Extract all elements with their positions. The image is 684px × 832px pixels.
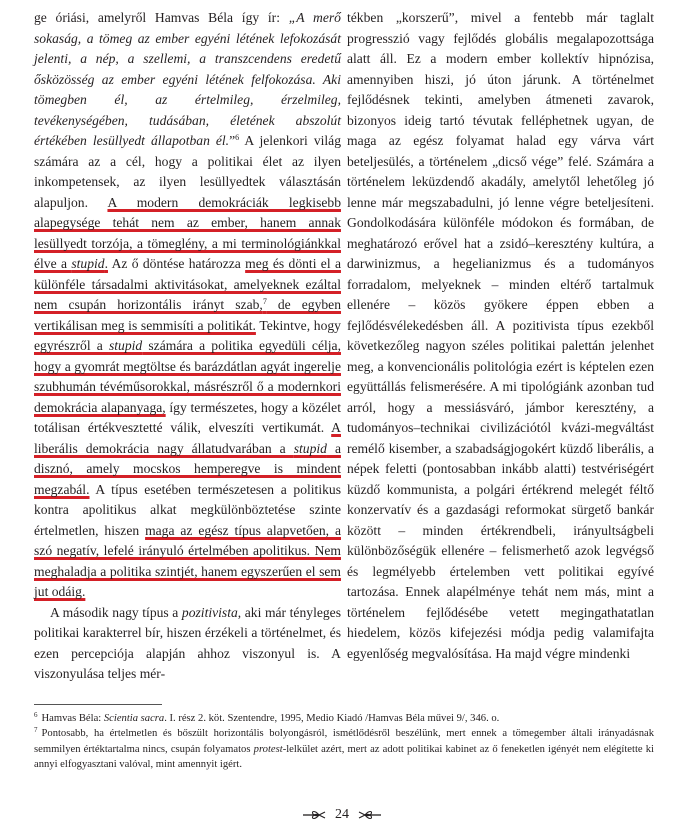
footnote-6	[34, 711, 654, 726]
text-run: A modern demokráciák legkisebb alapegysége tehát nem az ember, hanem annak lesüllyedt torzója, a tömeglény, a mi terminológiánkkal élve a	[34, 194, 341, 271]
text-column-right	[347, 8, 654, 664]
highlighted-text: maga az egész típus alapvetően, a szó negatív, lefelé irányuló értelmében apolitikus. Nem meghaladja a politika szintjét, hanem egyszerűen el sem jut odáig.	[34, 522, 341, 599]
text-run: számára a politika egyedüli célja, hogy a gyomrát megtöltse és barázdátlan agyát ingerelje szubhumán tévéműsorokkal, másrészről ő a modernkori demokrácia alapanyaga,	[34, 338, 341, 415]
page-footer	[0, 804, 684, 826]
paragraph: tékben „korszerű”, mivel a fentebb már taglalt progresszió vagy fejlődés globális megalapozottsága alatt áll. Ez a modern ember kollektív hipnózisa, amennyiben hiszi, jó úton járunk. A történelmet fejlődésnek tekinti, amelyben átmeneti zavarok, bizonyos ideig tartó tévutak felléphetnek ugyan, de maga az egész folyamat halad egy várva várt beteljesülés, a történelem „dicső vége” felé. Számára a történelem leküzdendő akadály, amelytől lehetőleg jó lenne már megszabadulni, jó lenne végre beteljesíteni. Gondolkodására különféle módokon és formában, de meghatározó erővel hat a zsidó–keresztény kultúra, a darwinizmus, a hegelianizmus és a tudományos forradalom, melyeknek – minden eltérő tartalmuk ellenére – közös gyökere éppen ebben a fejlődésvélekedésben áll. A pozitivista típus ezekből következőleg nagyon széles politikai palettán jelenhet meg, a konvencionális politológia ezért is képtelen ezen együttállás felismerésére. A mi tipológiánk azonban tud arról, hogy a messiásváró, jámbor keresztény, a tudományos–technikai civilizációtól kvázi-megváltást remélő kisember, a szabadságjogokért küzdő liberális, a népek feletti (pontosabban inkább alatti) testvériségért küzdő kommunista, a polgári értékrend melegét féltő konzervatív és a gazdasági reformokat sürgető bankár között – minden értékrendbeli, irányultságbeli különbözőségük ellenére – felismerhető azok legvégső és legmélyebb értelemben vett politikai egyívé tartozása. Ennek alapélménye tehát nem más, mint a történelem fejlődésébe vetett megingathatatlan hiedelem, közös kifejezési módja pedig valamifajta egyenlőség megvalósítása. Ha majd végre mindenki	[347, 10, 654, 661]
text-run: Hamvas Béla:	[41, 713, 104, 724]
text-run: . I. rész 2. köt. Szentendre, 1995, Medio Kiadó /Hamvas Béla művei 9/, 346. o.	[164, 713, 500, 724]
footnote-7	[34, 726, 654, 772]
book-title: Scientia sacra	[103, 713, 165, 724]
text-run: A liberális demokrácia nagy állatudvarában a	[34, 420, 341, 456]
emphasis-stupid: stupid	[108, 338, 143, 353]
paragraph	[34, 603, 341, 685]
text-run: egyrészről a	[34, 338, 109, 353]
ornament-right-icon	[357, 809, 383, 821]
footnotes	[34, 711, 654, 772]
text-run: így természetes, hogy a közélet totálisan értékvesztetté válik, elveszíti vertikumát.	[34, 399, 341, 435]
text-run: Az ő döntése határozza	[107, 256, 246, 271]
footnote-ref-6[interactable]: 6	[235, 133, 240, 142]
text-run: Tekintve, hogy	[255, 317, 341, 333]
text-run: .	[104, 256, 108, 271]
text-run: , aki már tényleges politikai karakterrel bír, hiszen érzékeli a történelmet, és ezen percepciója alapján ahhoz viszonyul is. A viszonyulása teljes mér-	[34, 604, 341, 681]
text-column-left	[34, 8, 341, 685]
emphasis-pozitivista: pozitivista	[181, 604, 238, 620]
footnote-ref-7[interactable]: 7	[262, 297, 267, 306]
text-run: a disznó, amely mocskos hemperegve is mindent megzabál.	[34, 440, 341, 497]
text-run: meg és dönti el a különféle társadalmi aktivitásokat, amelyeknek ezáltal nem csupán horizontális irányt szab,	[34, 256, 341, 312]
footnote-number: 7	[34, 726, 38, 735]
emphasis-protest: protest	[253, 743, 283, 755]
closing-quote-mark: ”	[229, 133, 236, 148]
text-run: ge óriási, amelyről Hamvas Béla így ír:	[34, 10, 289, 25]
text-run: A jelenkori világ számára az a cél, hogy a politikai élet az ilyen inkompetensek, az ilyen lesüllyedtek választásán alapuljon.	[34, 133, 341, 210]
quote-text: „A merő sokaság, a tömeg az ember egyéni létének lefokozását jelenti, a nép, a szellemi, a transzcendens eredetű ősközösség az ember egyéni létének felfokozása. Aki tömegben él, az értelmileg, érzelmileg, tevékenységében, tudásában, életének abszolút értékében lesüllyedt állapotban él.	[34, 10, 341, 148]
paragraph	[34, 8, 341, 603]
ornament-left-icon	[301, 809, 327, 821]
footnote-divider	[34, 704, 162, 705]
text-run: A típus esetében természetesen a politikus kontra apolitikus alkat megkülönböztetése szinte értelmetlen, hiszen	[34, 481, 341, 538]
emphasis-stupid: stupid	[71, 256, 105, 271]
emphasis-stupid: stupid	[293, 440, 327, 456]
footnote-number: 6	[34, 711, 38, 719]
text-run: Pontosabb, ha értelmetlen és bőszült horizontális bolyongásról, ismétlődésről beszélünk, mert ennek a tömegember általi irányadásnak semmilyen értéktartalma nincs, csupán folyamatos	[34, 728, 654, 755]
page-number: 24	[335, 807, 349, 822]
text-run: de egyben vertikálisan meg is semmisíti a politikát.	[34, 297, 342, 333]
text-run: A második nagy típus a	[50, 604, 182, 620]
text-run: -lelkület azért, mert az adott politikai kabinet az ő feneketlen igényét nem elégítette ki annyi elfogyasztani valóval, mint amennyit igért.	[34, 743, 654, 770]
